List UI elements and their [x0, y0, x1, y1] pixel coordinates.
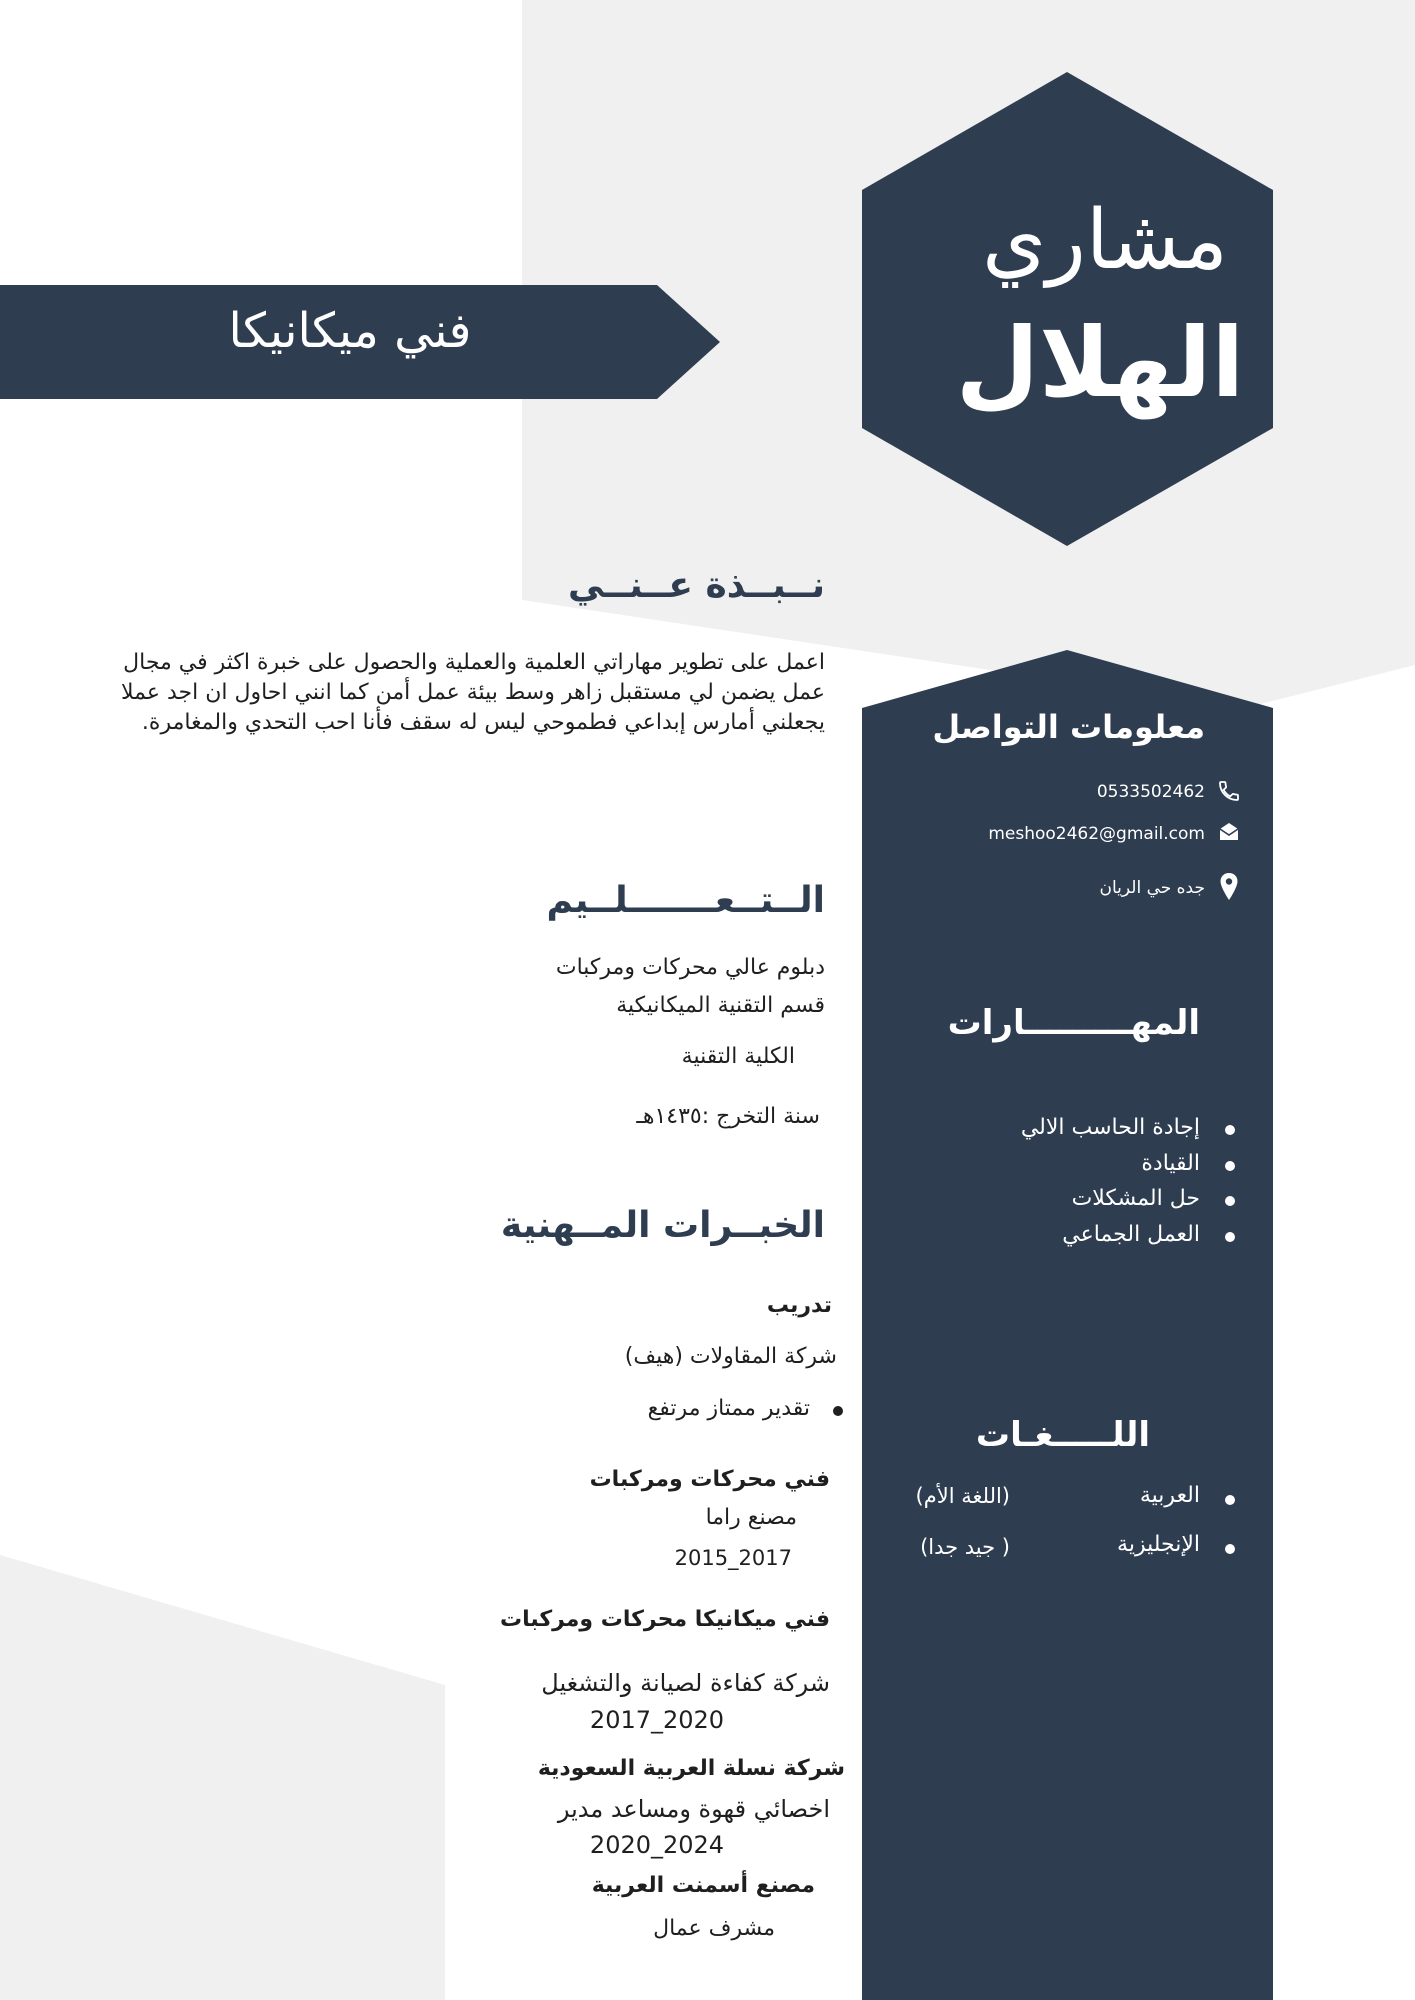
language-level: (اللغة الأم) — [915, 1484, 1010, 1508]
contact-phone[interactable]: 0533502462 — [1096, 782, 1205, 802]
experience-5-role: مشرف عمال — [653, 1916, 775, 1941]
experience-section-title: الخبــرات المــهنية — [500, 1205, 825, 1246]
bullet-icon — [1225, 1161, 1235, 1171]
contact-section-title: معلومات التواصل — [932, 708, 1205, 746]
bullet-icon — [1225, 1196, 1235, 1206]
skill-item: حل المشكلات — [1071, 1186, 1200, 1211]
experience-3-company: شركة كفاءة لصيانة والتشغيل — [541, 1669, 830, 1697]
language-name: الإنجليزية — [1117, 1532, 1200, 1557]
experience-1-company: شركة المقاولات (هيف) — [624, 1344, 837, 1369]
experience-1-title: تدريب — [766, 1293, 832, 1318]
education-department: قسم التقنية الميكانيكية — [616, 993, 825, 1018]
experience-3-period: 2017_2020 — [589, 1706, 725, 1734]
sidebar-panel — [862, 650, 1273, 2000]
bullet-icon — [1225, 1232, 1235, 1242]
bullet-icon — [1225, 1125, 1235, 1135]
experience-3-title: فني ميكانيكا محركات ومركبات — [499, 1607, 830, 1632]
contact-location: جده حي الريان — [1099, 878, 1205, 898]
bullet-icon — [1225, 1544, 1235, 1554]
education-degree: دبلوم عالي محركات ومركبات — [555, 955, 825, 980]
education-college: الكلية التقنية — [681, 1044, 795, 1069]
last-name: الهلال — [955, 307, 1245, 419]
experience-4-period: 2020_2024 — [589, 1831, 725, 1859]
languages-section-title: اللـــــغـات — [975, 1415, 1151, 1455]
language-level: ( جيد جدا) — [920, 1535, 1010, 1559]
skill-item: العمل الجماعي — [1062, 1222, 1200, 1247]
about-section-title: نــبــذة عــنــي — [568, 565, 825, 606]
experience-4-role: اخصائي قهوة ومساعد مدير — [557, 1795, 830, 1823]
skill-item: القيادة — [1141, 1151, 1200, 1176]
experience-2-title: فني محركات ومركبات — [589, 1467, 830, 1492]
about-text: اعمل على تطوير مهاراتي العلمية والعملية والحصول على خبرة اكثر في مجال عمل يضمن لي مستقبل زاهر وسط بيئة عمل أمن كما انني احاول ان اجد عملا يجعلني أمارس إبداعي فطموحي ليس له سقف فأنا احب التحدي والمغامرة. — [121, 650, 825, 735]
job-title: فني ميكانيكا — [228, 303, 472, 359]
experience-2-company: مصنع راما — [705, 1505, 797, 1530]
education-graduation-year: سنة التخرج :١٤٣٥هـ — [636, 1104, 820, 1129]
experience-5-title: مصنع أسمنت العربية — [591, 1873, 815, 1898]
skills-section-title: المهـــــــــارات — [947, 1003, 1200, 1043]
experience-2-period: 2015_2017 — [674, 1546, 792, 1570]
first-name: مشاري — [982, 193, 1228, 288]
location-pin-icon — [1217, 872, 1241, 902]
experience-4-title: شركة نسلة العربية السعودية — [537, 1756, 845, 1781]
language-name: العربية — [1139, 1483, 1200, 1508]
bullet-icon — [1225, 1495, 1235, 1505]
skill-item: إجادة الحاسب الالي — [1020, 1115, 1200, 1140]
education-section-title: الــتــعـــــــلــيم — [546, 880, 825, 921]
experience-1-note: تقدير ممتاز مرتفع — [647, 1396, 810, 1421]
envelope-icon — [1217, 820, 1241, 844]
phone-icon — [1217, 779, 1241, 803]
bullet-icon — [833, 1406, 843, 1416]
contact-email[interactable]: meshoo2462@gmail.com — [988, 824, 1205, 844]
